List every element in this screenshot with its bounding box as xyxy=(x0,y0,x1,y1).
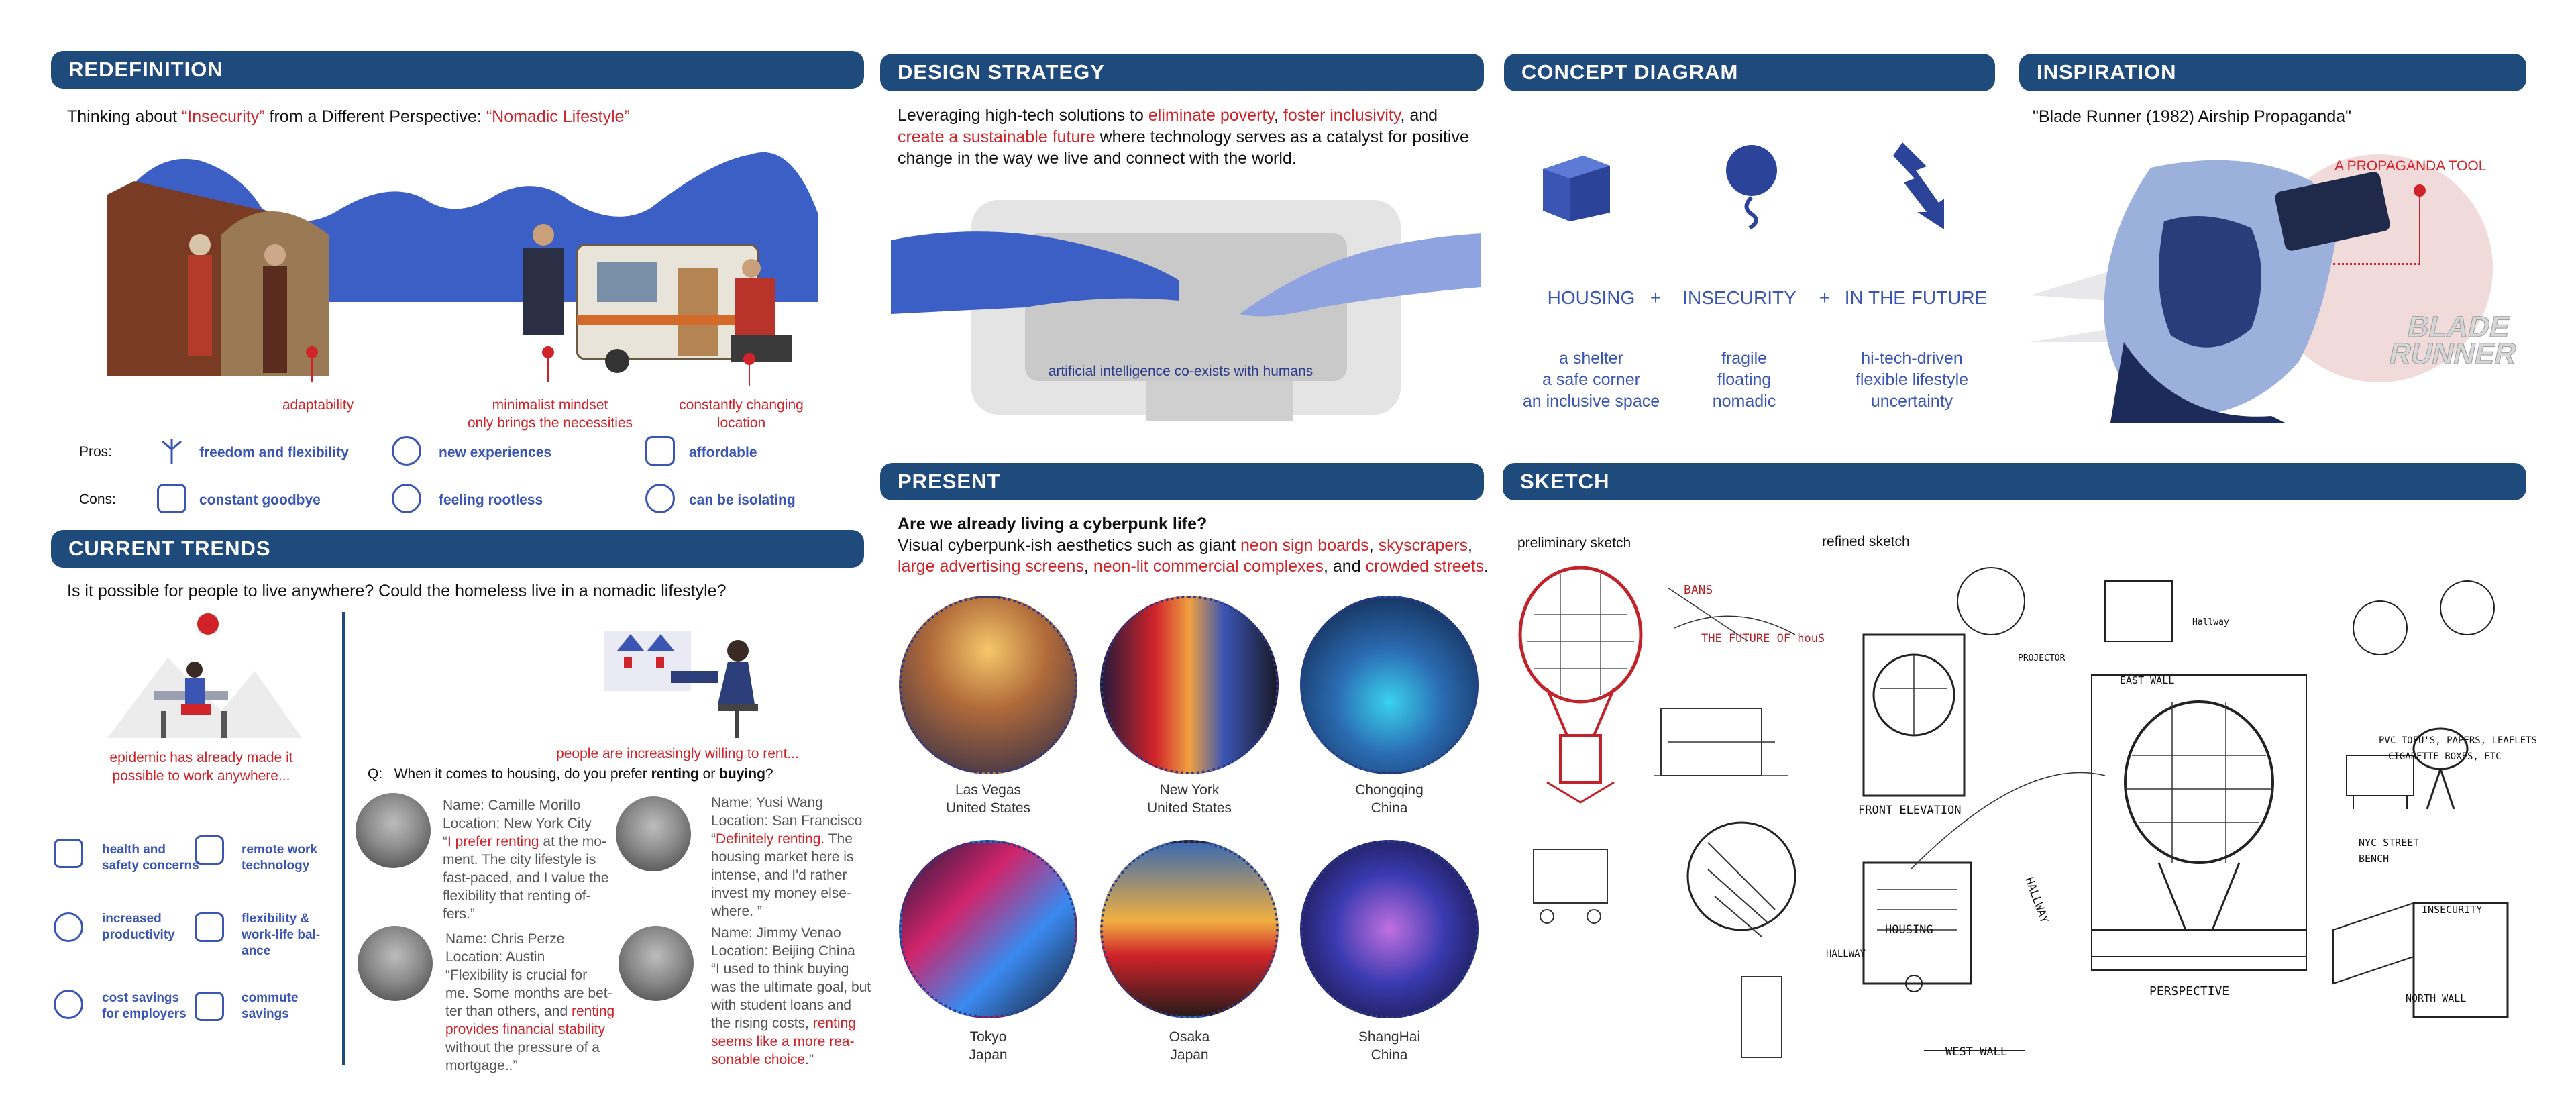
sketch-note-materials: PVC TOFU'S, PAPERS, LEAFLETS xyxy=(2379,735,2538,746)
quote-line: flexibility that renting of- xyxy=(443,888,591,904)
avatar-yusi xyxy=(616,796,691,871)
quote-line: fers.” xyxy=(443,906,475,922)
health-cross-icon xyxy=(54,839,83,868)
benefit-flexibility xyxy=(241,911,320,959)
benefit-productivity-l1: increased xyxy=(102,912,162,926)
interview-chris xyxy=(445,930,627,1075)
sketch-note-north-wall: NORTH WALL xyxy=(2406,992,2467,1004)
lightning-icon xyxy=(1890,142,1944,229)
concept-desc-future xyxy=(1831,348,1992,412)
interview-location: Location: Beijing China xyxy=(711,943,855,959)
balance-scale-icon xyxy=(195,912,224,942)
sketch-note-bans: BANS xyxy=(1684,583,1713,597)
globe-laptop-icon xyxy=(195,835,224,865)
balloon-icon xyxy=(1721,144,1782,231)
concept-term-housing: HOUSING xyxy=(1547,287,1635,308)
sketch-note-housing: HOUSING xyxy=(1885,923,1933,937)
city-label-new-york xyxy=(1114,781,1265,817)
pro-label-experiences: new experiences xyxy=(439,445,552,460)
strategy-seg: , and xyxy=(1400,106,1438,125)
growth-gear-icon xyxy=(54,912,83,942)
con-label-isolating: can be isolating xyxy=(689,492,796,508)
quote-line: mortgage..” xyxy=(445,1058,518,1073)
design-strategy-header: DESIGN STRATEGY xyxy=(880,54,1484,91)
sketch-note-bench: NYC STREET BENCH xyxy=(2359,837,2420,865)
concept-desc-line: uncertainty xyxy=(1870,392,1953,411)
logo-line1: BLADE xyxy=(2404,311,2514,343)
benefit-health-l2: safety concerns xyxy=(102,859,199,873)
present-seg: , xyxy=(1468,536,1472,555)
benefit-productivity-l2: productivity xyxy=(102,928,175,942)
annotation-location-line2: location xyxy=(716,415,766,431)
annotation-minimalist xyxy=(429,396,671,432)
quote-line xyxy=(711,1014,872,1033)
intro-text-mid: from a Different Perspective: xyxy=(264,107,486,126)
quote-seg: “ xyxy=(443,834,447,849)
preliminary-sketch-label: preliminary sketch xyxy=(1517,535,1631,551)
branching-arrows-icon xyxy=(157,436,186,466)
sketch-note-cigarette: CIGARETTE BOXES, ETC xyxy=(2388,751,2502,762)
interview-yusi xyxy=(711,794,868,920)
pros-label: Pros: xyxy=(79,444,113,460)
inspiration-title: "Blade Runner (1982) Airship Propaganda" xyxy=(2033,107,2351,126)
quote-line: “I used to think buying xyxy=(711,961,849,977)
concept-diagram-header: CONCEPT DIAGRAM xyxy=(1504,54,1995,91)
lonely-person-icon xyxy=(645,484,675,513)
quote-line: was the ultimate goal, but xyxy=(711,980,871,995)
inspiration-header: INSPIRATION xyxy=(2019,54,2526,91)
concept-desc-line: an inclusive space xyxy=(1522,392,1660,411)
present-line1 xyxy=(898,535,1472,556)
quote-seg-red: renting xyxy=(812,1016,856,1031)
benefit-remote xyxy=(241,842,317,874)
strategy-seg: , xyxy=(1273,106,1283,125)
annotation-minimalist-line1: minimalist mindset xyxy=(492,397,608,413)
sketch-note-projector: PROJECTOR xyxy=(2018,653,2065,664)
blade-runner-poster xyxy=(2030,141,2526,423)
present-header: PRESENT xyxy=(880,463,1484,500)
intro-insecurity: “Insecurity” xyxy=(181,107,265,126)
quote-seg-red: I prefer renting xyxy=(447,834,539,849)
strategy-seg: where technology serves as a catalyst for positive xyxy=(1095,127,1469,146)
q-or: or xyxy=(698,766,720,782)
rent-note: people are increasingly willing to rent... xyxy=(556,746,799,761)
concept-plus-2: + xyxy=(1819,287,1831,308)
quote-line: ment. The city lifestyle is xyxy=(443,852,596,867)
annotation-location-line1: constantly changing xyxy=(679,397,804,413)
cube-icon xyxy=(1536,149,1617,223)
present-line2 xyxy=(898,556,1489,577)
interview-quote-line xyxy=(443,833,624,851)
concept-desc-line: a shelter xyxy=(1559,349,1623,368)
savings-person-icon xyxy=(54,990,83,1019)
trends-divider xyxy=(342,612,345,1065)
strategy-line1 xyxy=(898,105,1501,126)
interview-name: Name: Jimmy Venao xyxy=(711,925,841,941)
benefit-commute xyxy=(241,990,298,1022)
concept-term-insecurity: INSECURITY xyxy=(1682,287,1796,308)
sketch-note-hallway-1: HALLWAY xyxy=(2022,875,2051,926)
benefit-productivity xyxy=(102,911,175,943)
concept-desc-housing xyxy=(1504,348,1678,412)
quote-seg: at the mo- xyxy=(539,834,606,849)
city-label-las-vegas xyxy=(912,781,1064,817)
avatar-jimmy xyxy=(619,926,694,1001)
con-label-goodbye: constant goodbye xyxy=(199,492,321,508)
city-photo-shanghai xyxy=(1300,840,1479,1018)
city-photo-las-vegas xyxy=(899,596,1077,774)
present-streets: crowded streets xyxy=(1365,557,1485,576)
city-name: Tokyo xyxy=(969,1029,1007,1045)
interview-name: Name: Chris Perze xyxy=(445,931,565,947)
benefit-health xyxy=(102,842,199,874)
present-screens: large advertising screens xyxy=(898,557,1084,576)
sketch-note-future: THE FUTURE OF houS xyxy=(1701,632,1825,645)
interview-camille xyxy=(443,796,624,923)
refined-sketch-label: refined sketch xyxy=(1822,534,1910,549)
strategy-line3: change in the way we live and connect with the world. xyxy=(898,149,1297,168)
sketch-note-hallway-2: HALLWAY xyxy=(1826,949,1866,959)
interview-name: Name: Yusi Wang xyxy=(711,795,823,810)
interview-name: Name: Camille Morillo xyxy=(443,798,581,813)
quote-seg-red: renting xyxy=(571,1004,615,1019)
city-name: ShangHai xyxy=(1358,1029,1421,1045)
benefit-commute-l1: commute xyxy=(241,991,299,1005)
sketch-note-west-wall: WEST WALL xyxy=(1945,1045,2008,1059)
quote-line xyxy=(445,1002,627,1020)
interview-location: Location: New York City xyxy=(443,816,592,831)
quote-line xyxy=(711,1051,872,1069)
avatar-chris xyxy=(358,926,433,1001)
con-label-rootless: feeling rootless xyxy=(439,492,543,508)
present-seg: , and xyxy=(1324,557,1366,576)
nomad-collage-image xyxy=(107,134,818,376)
benefit-cost-l1: cost savings xyxy=(102,991,180,1005)
benefit-cost-l2: for employers xyxy=(102,1007,186,1021)
quote-seg: . The xyxy=(820,831,853,847)
city-name: New York xyxy=(1159,782,1220,798)
city-country: Japan xyxy=(1170,1047,1209,1063)
strategy-seg: Leveraging high-tech solutions to xyxy=(898,106,1148,125)
waving-hand-icon xyxy=(157,484,186,513)
benefit-remote-l1: remote work xyxy=(241,843,317,857)
concept-plus-1: + xyxy=(1650,287,1662,308)
intro-nomadic: “Nomadic Lifestyle” xyxy=(486,107,630,126)
city-country: China xyxy=(1371,800,1408,816)
blade-runner-logo xyxy=(2366,311,2545,370)
avatar-camille xyxy=(356,793,431,868)
epidemic-note-line1: epidemic has already made it xyxy=(109,750,293,765)
strategy-inclusivity: foster inclusivity xyxy=(1283,106,1401,125)
epidemic-note-line2: possible to work anywhere... xyxy=(112,768,290,784)
adaptability-pin xyxy=(311,352,313,382)
pro-label-freedom: freedom and flexibility xyxy=(199,445,349,460)
quote-seg: “ xyxy=(711,831,716,847)
location-pin xyxy=(749,359,750,386)
strategy-poverty: eliminate poverty xyxy=(1148,106,1274,125)
concept-desc-line: floating xyxy=(1717,370,1772,389)
concept-desc-line: fragile xyxy=(1721,349,1768,368)
quote-line: intense, and I'd rather xyxy=(711,867,847,883)
annotation-adaptability: adaptability xyxy=(282,397,354,413)
redefinition-header: REDEFINITION xyxy=(51,51,864,89)
quote-line: without the pressure of a xyxy=(445,1040,600,1055)
housing-question xyxy=(368,765,773,783)
annotation-minimalist-line2: only brings the necessities xyxy=(467,415,633,431)
benefit-health-l1: health and xyxy=(102,843,166,857)
city-name: Chongqing xyxy=(1355,782,1424,798)
q-buying: buying xyxy=(719,766,765,782)
remote-work-illustration xyxy=(94,611,309,745)
city-label-shanghai xyxy=(1313,1028,1465,1064)
renting-illustration xyxy=(604,617,778,738)
strategy-line2 xyxy=(898,126,1501,148)
minimalist-pin xyxy=(547,352,549,382)
quote-line: with student loans and xyxy=(711,998,851,1013)
sketch-note-hallway-3: Hallway xyxy=(2192,617,2229,627)
annotation-location xyxy=(664,396,818,432)
present-complexes: neon-lit commercial complexes xyxy=(1093,557,1324,576)
present-seg: . xyxy=(1484,557,1489,576)
city-photo-tokyo xyxy=(899,840,1077,1018)
concept-desc-line: a safe corner xyxy=(1542,370,1640,389)
interview-jimmy xyxy=(711,924,872,1069)
quote-line-red: provides financial stability xyxy=(445,1022,606,1037)
benefit-flexibility-l2: work-life bal- xyxy=(241,928,321,942)
city-label-tokyo xyxy=(912,1028,1064,1064)
city-label-osaka xyxy=(1114,1028,1265,1064)
interview-location: Location: Austin xyxy=(445,949,545,965)
city-name: Las Vegas xyxy=(955,782,1022,798)
present-seg: , xyxy=(1083,557,1093,576)
propaganda-annotation: A PROPAGANDA TOOL xyxy=(2334,158,2487,174)
sketch-note-insecurity: INSECURITY xyxy=(2422,904,2483,916)
sketch-header: SKETCH xyxy=(1503,463,2526,500)
epidemic-note xyxy=(80,749,322,785)
robot-human-hands-image xyxy=(891,180,1481,435)
city-country: Japan xyxy=(969,1047,1008,1063)
intro-text: Thinking about xyxy=(67,107,182,126)
city-photo-osaka xyxy=(1100,840,1279,1018)
quote-seg: .” xyxy=(805,1052,814,1067)
sketch-note-east-wall: EAST WALL xyxy=(2120,674,2175,686)
quote-seg-red: Definitely renting xyxy=(716,831,821,847)
city-photo-new-york xyxy=(1100,596,1279,774)
sketch-note-front-elevation: FRONT ELEVATION xyxy=(1858,804,1962,817)
q-text: When it comes to housing, do you prefer xyxy=(394,766,651,782)
city-country: United States xyxy=(1146,800,1232,816)
benefit-cost xyxy=(102,990,186,1022)
benefit-remote-l2: technology xyxy=(241,859,310,873)
logo-line2: RUNNER xyxy=(2386,337,2520,370)
city-country: China xyxy=(1371,1047,1408,1063)
concept-desc-insecurity xyxy=(1677,348,1811,412)
quote-line: me. Some months are bet- xyxy=(445,986,612,1001)
quote-line: fast-paced, and I value the xyxy=(443,870,609,886)
concept-term-future: IN THE FUTURE xyxy=(1844,287,1988,308)
strategy-sustainable: create a sustainable future xyxy=(898,127,1095,146)
city-label-chongqing xyxy=(1313,781,1465,817)
present-skyscrapers: skyscrapers xyxy=(1378,536,1468,555)
sad-face-icon xyxy=(392,484,421,513)
cons-label: Cons: xyxy=(79,492,116,507)
quote-line: “Flexibility is crucial for xyxy=(445,967,588,983)
city-name: Osaka xyxy=(1169,1029,1210,1045)
concept-desc-line: flexible lifestyle xyxy=(1855,370,1969,389)
current-trends-header: CURRENT TRENDS xyxy=(51,530,864,568)
city-country: United States xyxy=(945,800,1031,816)
quote-seg: ter than others, and xyxy=(445,1004,572,1019)
benefit-flexibility-l3: ance xyxy=(241,944,271,958)
quote-seg-red: sonable choice xyxy=(711,1052,806,1067)
trends-question: Is it possible for people to live anywhere? Could the homeless live in a nomadic lifestyle? xyxy=(67,582,727,600)
quote-line: where. ” xyxy=(711,904,762,919)
q-end: ? xyxy=(765,766,773,782)
sketch-note-perspective: PERSPECTIVE xyxy=(2149,984,2230,998)
interview-location: Location: San Francisco xyxy=(711,813,863,829)
people-group-icon xyxy=(392,436,421,466)
city-photo-chongqing xyxy=(1300,596,1479,774)
benefit-flexibility-l1: flexibility & xyxy=(241,912,310,926)
propaganda-pin xyxy=(2419,191,2420,263)
quote-line: housing market here is xyxy=(711,849,854,865)
present-question: Are we already living a cyberpunk life? xyxy=(898,515,1208,533)
quote-line-red: seems like a more rea- xyxy=(711,1034,855,1049)
q-renting: renting xyxy=(651,766,699,782)
ai-caption: artificial intelligence co-exists with humans xyxy=(1048,364,1313,379)
concept-desc-line: nomadic xyxy=(1712,392,1776,411)
pro-label-affordable: affordable xyxy=(689,445,757,460)
quote-seg: the rising costs, xyxy=(711,1016,813,1031)
money-hand-icon xyxy=(645,436,675,466)
benefit-commute-l2: savings xyxy=(241,1007,289,1021)
quote-line: invest my money else- xyxy=(711,886,851,901)
design-strategy-text xyxy=(898,105,1501,169)
present-neon: neon sign boards xyxy=(1240,536,1369,555)
home-commute-icon xyxy=(195,992,224,1021)
present-seg: , xyxy=(1368,536,1379,555)
redefinition-intro xyxy=(67,106,630,127)
present-seg: Visual cyberpunk-ish aesthetics such as giant xyxy=(898,536,1240,555)
propaganda-leader-line xyxy=(2333,263,2420,265)
interview-quote-line xyxy=(711,830,868,848)
q-label: Q: xyxy=(368,766,383,782)
concept-desc-line: hi-tech-driven xyxy=(1861,349,1963,368)
